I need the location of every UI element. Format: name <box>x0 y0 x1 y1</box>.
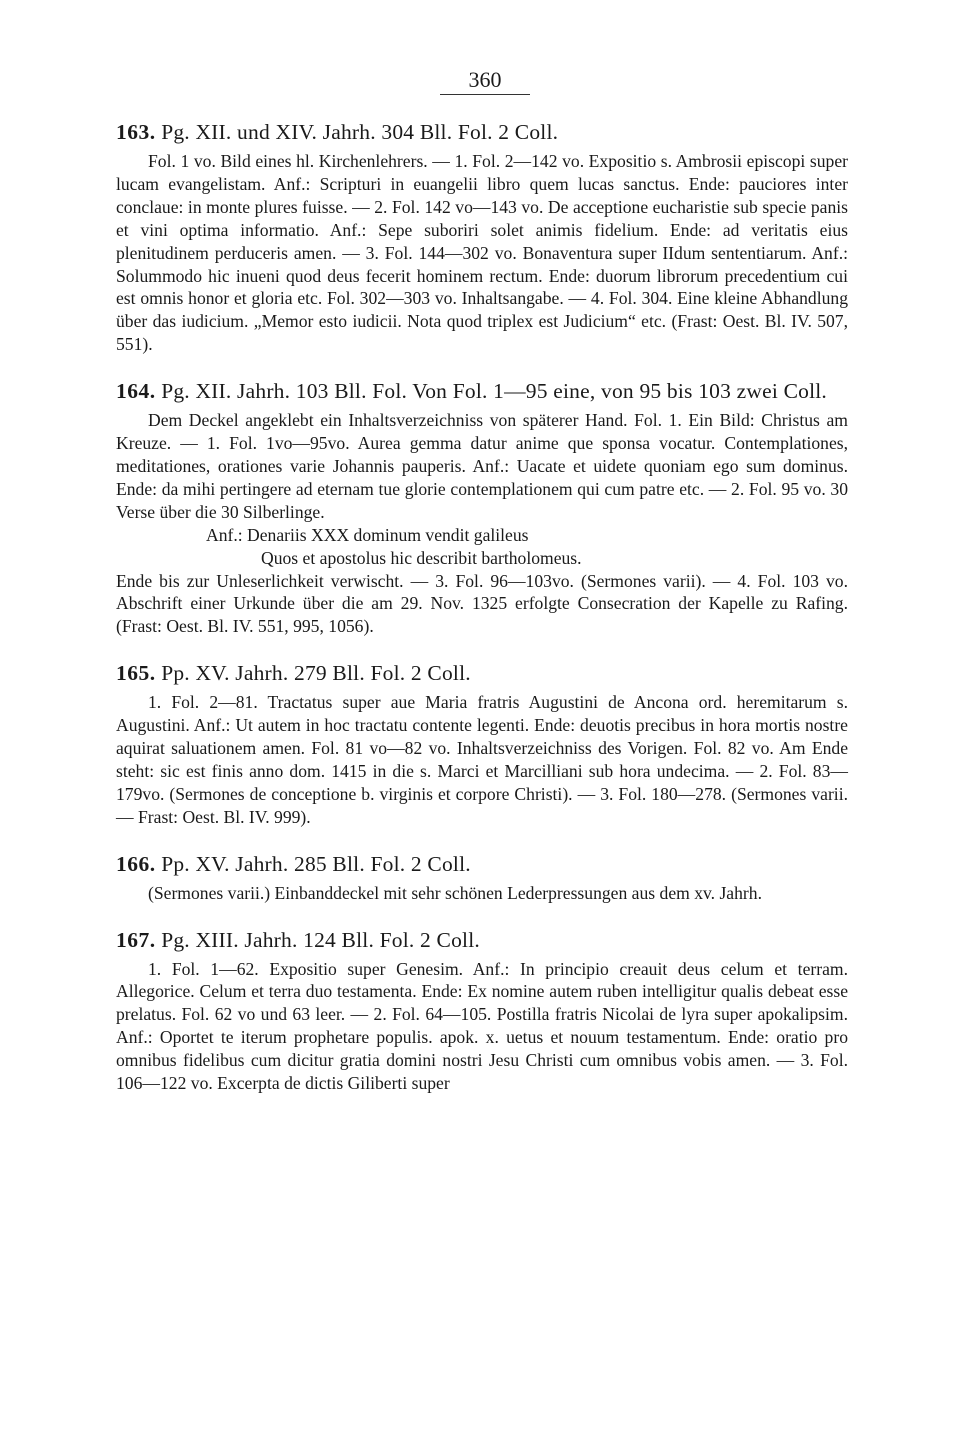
entry-heading <box>116 658 848 689</box>
entry-body: 1. Fol. 2—81. Tractatus super aue Maria fratris Augustini de Ancona ord. heremitarum s. Augustini. Anf.: Ut autem in hoc tractatu contente legenti. Ende: deuotis precibus in hora mortis nostre aquirat saluationem amen. Fol. 81 vo—82 vo. Inhaltsverzeichniss des Vorigen. Fol. 82 vo. Am Ende steht: sic est finis anno dom. 1415 in die s. Marci et Marcilliani sub hora undecima. — 2. Fol. 83—179vo. (Sermones de conceptione b. virginis et corpore Christi). — 3. Fol. 180—278. (Sermones varii. — Frast: Oest. Bl. IV. 999). <box>116 692 848 827</box>
entry-heading-text: Pp. XV. Jahrh. 285 Bll. Fol. 2 Coll. <box>161 851 471 876</box>
entry-number: 163. <box>116 120 156 144</box>
catalog-entries <box>116 117 848 1095</box>
page-number: 360 <box>440 66 530 95</box>
catalog-entry-167 <box>116 925 848 1095</box>
entry-body: Dem Deckel angeklebt ein Inhaltsverzeichniss von späterer Hand. Fol. 1. Ein Bild: Christus am Kreuze. — 1. Fol. 1vo—95vo. Aurea gemma datur anime que sponsa vocatur. Contemplationes, meditationes, orationes varie Johannis pauperis. Anf.: Uacate et uidete quoniam ego sum dominus. Ende: da mihi pertingere ad eternam tue glorie contemplationem qui cum patre etc. — 2. Fol. 95 vo. 30 Verse über die 30 Silberlinge. <box>116 410 848 522</box>
entry-heading <box>116 117 848 148</box>
entry-heading <box>116 376 848 407</box>
entry-heading-text: Pg. XIII. Jahrh. 124 Bll. Fol. 2 Coll. <box>161 927 480 952</box>
entry-body: (Sermones varii.) Einbanddeckel mit sehr schönen Lederpressungen aus dem xv. Jahrh. <box>148 882 762 903</box>
entry-heading-text: Pp. XV. Jahrh. 279 Bll. Fol. 2 Coll. <box>161 661 471 686</box>
entry-number: 165. <box>116 661 156 686</box>
catalog-entry-164 <box>116 376 848 638</box>
catalog-entry-163 <box>116 117 848 356</box>
verse-line-1: Anf.: Denariis XXX dominum vendit galileus <box>206 524 529 545</box>
entry-number: 167. <box>116 927 156 952</box>
entry-number: 166. <box>116 851 156 876</box>
entry-number: 164. <box>116 379 156 404</box>
catalog-entry-166 <box>116 849 848 905</box>
verse-line-2: Quos et apostolus hic describit bartholomeus. <box>261 547 582 568</box>
entry-heading-text: Pg. XII. Jahrh. 103 Bll. Fol. Von Fol. 1—95 eine, von 95 bis 103 zwei Coll. <box>161 379 827 404</box>
entry-body: 1. Fol. 1—62. Expositio super Genesim. Anf.: In principio creauit deus celum et terram. Allegorice. Celum et terra duo testamenta. Ende: Ex nomine autem ruben intelligitur qualis debeat esse prelatus. Fol. 62 vo und 63 leer. — 2. Fol. 64—105. Postilla fratris Nicolai de lyra super apokalipsim. Anf.: Oportet te iterum prophetare populis. apok. x. uetus et nouum testamentum. Ende: oratio pro omnibus fidelibus cum dicitur gratia domini nostri Jesu Christi cum omnibus vobis amen. — 3. Fol. 106—122 vo. Excerpta de dictis Giliberti super <box>116 958 848 1094</box>
catalog-entry-165 <box>116 658 848 828</box>
entry-heading <box>116 925 848 956</box>
entry-heading <box>116 849 848 880</box>
entry-heading-text: Pg. XII. und XIV. Jahrh. 304 Bll. Fol. 2 Coll. <box>161 120 559 144</box>
entry-body: Fol. 1 vo. Bild eines hl. Kirchenlehrers. — 1. Fol. 2—142 vo. Expositio s. Ambrosii episcopi super lucam evangelistam. Anf.: Scripturi in euangelii libro quem lucas sanctus. Ende: pauciores inter conclaue: in monte plures fuisse. — 2. Fol. 142 vo—143 vo. De acceptione eucharistie sub specie panis et vini optima informatio. Anf.: Sepe suboriri solet animis fidelium. Ende: ad veritatis eius plenitudinem perduceris amen. — 3. Fol. 144—302 vo. Bonaventura super IIdum sententiarum. Anf.: Solummodo hic inueni quod deus fecerit hominem rectum. Ende: duorum librorum precedentium cui est omnis honor et gloria etc. Fol. 302—303 vo. Inhaltsangabe. — 4. Fol. 304. Eine kleine Abhandlung über das iudicium. „Memor esto iudicii. Nota quod triplex est Judicium“ etc. (Frast: Oest. Bl. IV. 507, 551). <box>116 151 848 355</box>
entry-body-continued: Ende bis zur Unleserlichkeit verwischt. — 3. Fol. 96—103vo. (Sermones varii). — 4. Fol. 103 vo. Abschrift einer Urkunde über die am 29. Nov. 1325 erfolgte Consecration der Kapelle zu Rafing. (Frast: Oest. Bl. IV. 551, 995, 1056). <box>116 570 848 637</box>
